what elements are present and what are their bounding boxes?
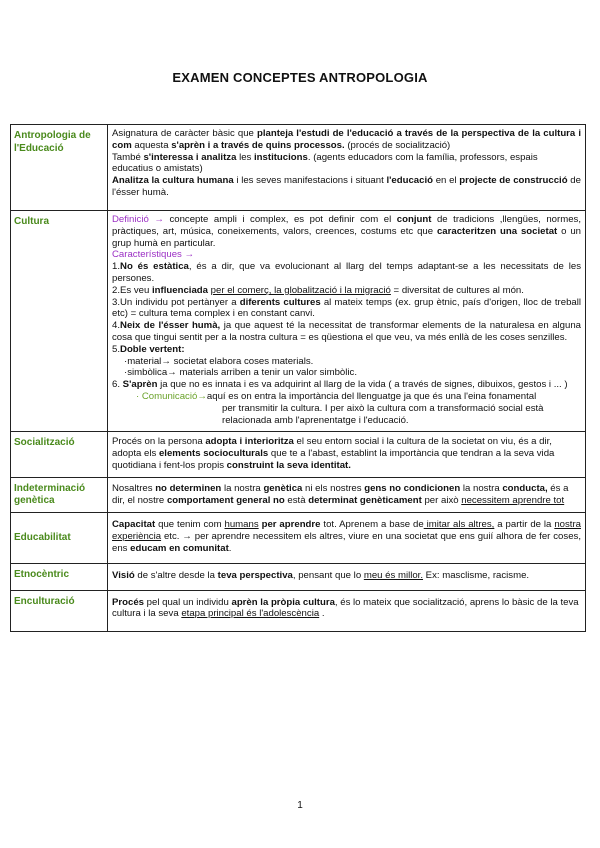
text: (procés de socialització): [344, 139, 451, 151]
text: relacionada amb l'aprenentatge i l'educació.: [222, 414, 409, 426]
text-bold: elements socioculturals: [158, 448, 269, 460]
table-row: [11, 590, 586, 632]
text: aquesta: [131, 139, 172, 151]
text-underlined: nostra experiència: [112, 519, 581, 543]
table-row: [11, 513, 586, 563]
text: ni els nostres: [302, 482, 365, 494]
table-row: [11, 125, 586, 211]
text-bold: aprèn la pròpia cultura: [231, 596, 335, 608]
text: en el: [433, 175, 460, 187]
text: el seu entorn social i la cultura de la societat on viu, és a dir, adopta els: [112, 436, 552, 460]
text-underlined: per el comerç, la globalització i la migració: [210, 284, 391, 296]
text: 1.: [112, 261, 121, 273]
text-bold: Procés: [112, 596, 144, 608]
text-bold: per aprendre: [261, 519, 321, 531]
text-bold: S'aprèn: [122, 379, 158, 391]
term-cell: Educabilitat: [11, 513, 108, 563]
definition-cell: [108, 513, 586, 563]
text: de s'altre desde la: [134, 569, 218, 581]
term-cell: Socialització: [11, 432, 108, 477]
term-cell: Antropologia de l'Educació: [11, 125, 108, 211]
text-underlined: necessitem aprendre tot: [461, 494, 565, 506]
text: que tenim com: [155, 519, 225, 531]
text: .: [228, 542, 232, 554]
table-row: [11, 563, 586, 590]
definition-cell: [108, 477, 586, 513]
term-cell: Enculturació: [11, 590, 108, 632]
text: les: [236, 151, 255, 163]
text-bold: Capacitat: [112, 519, 156, 531]
term-cell: Indeterminació genètica: [11, 477, 108, 513]
text-bold: Doble vertent:: [120, 343, 185, 355]
text-bold: teva perspectiva: [217, 569, 293, 581]
text: = diversitat de cultures al món.: [390, 284, 524, 296]
text: la nostra: [221, 482, 264, 494]
text: Ex: masclisme, racisme.: [423, 569, 530, 581]
text-bold: no determinen: [155, 482, 222, 494]
text: de tradicions ,llengües, normes, pràctiques, art, música, coneixements, valors, creences, costums etc que: [112, 214, 581, 237]
text: ja que no es innata i es va adquirint al llarg de la vida ( a través de signes, dibuixos, gestos i ... ): [157, 379, 568, 391]
text: o un grup humà en particular.: [112, 225, 581, 249]
text-bold: s'interessa i analitza: [143, 151, 237, 163]
text-underlined: imitar als altres,: [423, 519, 495, 531]
table-row: [11, 211, 586, 432]
text: aquí es on entra la importància del llenguatge ja que és una l'eina fonamental: [206, 390, 537, 402]
text-bold: gens no condicionen: [364, 482, 461, 494]
table-row: [11, 477, 586, 513]
text-bold: adopta i interioritza: [205, 436, 294, 448]
communication-label: · Comunicació→: [136, 390, 207, 402]
text: pel qual un individu: [144, 596, 232, 608]
text: 4.: [112, 320, 121, 332]
text-bold: educam en comunitat: [130, 542, 229, 554]
text: 6.: [112, 379, 123, 391]
text-bold: No és estàtica: [120, 261, 189, 273]
text: per transmitir la cultura. I per això la cultura com a transformació social està: [222, 402, 544, 414]
text: 5.: [112, 343, 121, 355]
text: , és a dir, que va evolucionant al llarg del temps adaptant-se a les necessitats de les persones.: [112, 261, 581, 284]
text: concepte ampli i complex, es pot definir com el: [163, 214, 397, 225]
text-bold: institucions: [254, 151, 308, 163]
text: ·material→ societat elabora coses materials.: [124, 355, 314, 367]
text: és a dir, el nostre: [112, 482, 569, 506]
term-cell: Cultura: [11, 211, 108, 432]
page-number: 1: [297, 800, 303, 811]
text-bold: projecte de construcció: [459, 175, 568, 187]
text-bold: s'aprèn i a través de quins processos.: [171, 139, 345, 151]
text: Asignatura de caràcter bàsic que: [112, 128, 257, 139]
text: que te a l'abast, establint la importància que tendran a la seva vida quotidiana i fent-los propis: [112, 448, 555, 471]
text-bold: comportament general no: [166, 494, 285, 506]
text: de l'ésser humà.: [112, 175, 581, 198]
text: , pensant que lo: [292, 569, 364, 581]
text-bold: genètica: [263, 482, 303, 494]
term-cell: Etnocèntric: [11, 563, 108, 590]
text-bold: planteja l'estudi de l'educació a través de la perspectiva de la cultura i com: [112, 128, 581, 151]
text-bold: diferents cultures: [239, 296, 321, 308]
text: 3.Un individu pot pertànyer a: [112, 296, 240, 308]
text-bold: conducta,: [502, 482, 548, 494]
text: Procés on la persona: [112, 436, 206, 448]
text-underlined: meu és millor.: [363, 569, 424, 581]
definition-cell: [108, 211, 586, 432]
concepts-table: [10, 124, 586, 632]
text-bold: l'educació: [386, 175, 434, 187]
text-bold: Analitza la cultura humana: [112, 175, 234, 187]
text: . (agents educadors com la família, professors, espais educatius o amistats): [112, 151, 538, 175]
characteristics-label: Característiques →: [112, 249, 195, 261]
text-underlined: humans: [224, 519, 259, 531]
definition-cell: [108, 563, 586, 590]
text: .: [319, 608, 325, 620]
text: per això: [421, 494, 462, 506]
text: ·simbòlica→ materials arriben a tenir un valor simbòlic.: [124, 367, 357, 379]
text: També: [112, 151, 144, 163]
definition-cell: [108, 590, 586, 632]
text: i les seves manifestacions i situant: [233, 175, 387, 187]
text-bold: construint la seva identitat.: [226, 459, 351, 471]
table-row: [11, 432, 586, 477]
definition-label: Definició →: [112, 214, 164, 225]
text-bold: caracteritzen una societat: [436, 225, 558, 237]
text-underlined: etapa principal és l'adolescència: [181, 608, 320, 620]
text-bold: determinat genèticament: [308, 494, 422, 506]
text: la nostra: [460, 482, 503, 494]
text-bold: influenciada: [152, 284, 208, 296]
text: 2.Es veu: [112, 284, 152, 296]
text: tot. Aprenem a base de: [320, 519, 424, 531]
text-bold: Neix de l'ésser humà,: [120, 320, 221, 332]
text-bold: Visió: [112, 569, 135, 581]
page-title: EXAMEN CONCEPTES ANTROPOLOGIA: [172, 70, 428, 85]
definition-cell: [108, 125, 586, 211]
definition-cell: [108, 432, 586, 477]
text: Nosaltres: [112, 482, 156, 494]
text: etc. → per aprendre necessitem els altres, viure en una societat que ens guií alhora de fer coses, ens: [112, 531, 581, 554]
text: està: [284, 494, 309, 506]
text: a partir de la: [494, 519, 555, 531]
text: al mateix temps (ex. grup ètnic, país d'origen, lloc de treball etc) = cultura tema complex i en constant canvi.: [112, 296, 582, 320]
text: ja que aquest té la necessitat de transformar elements de la naturalesa en alguna cosa que tingui sentit per a la nostra cultura = es qüestiona el que veu, va més enllà de les coses senzilles.: [112, 320, 582, 343]
text-bold: conjunt: [396, 214, 432, 225]
text: , és lo mateix que socialització, aprens lo bàsic de la teva cultura i la seva: [112, 596, 579, 620]
